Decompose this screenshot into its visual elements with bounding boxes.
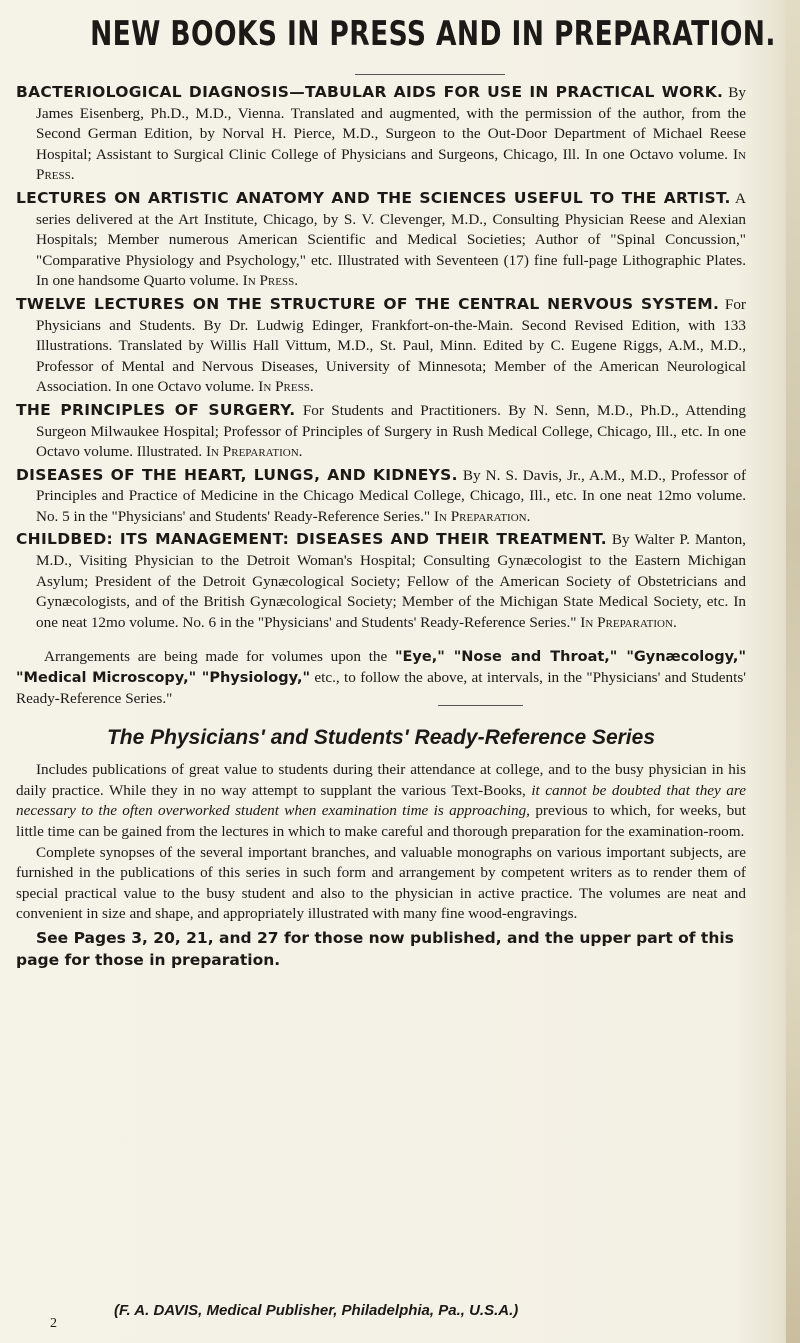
planned-volumes: "Eye," "Nose and Throat," "Gynæcology," "Medical Microscopy," "Physiology," [16, 649, 746, 687]
book-status: In Press. [242, 272, 299, 290]
page-footer [50, 1302, 750, 1336]
book-description: By Walter P. Manton, M.D., Visiting Physician to the Detroit Woman's Hospital; Consulting Gynæcologist to the Eastern Michigan Asylum; President of the Detroit Gynæcological Society; Fellow of the American Society of Obstetricians and Gynæcologists, and of the British Gynæcological Society; Member of the Michigan State Medical Society, etc. In one neat 12mo volume. No. 6 in the "Physicians' and Students' Ready-Reference Series." [36, 531, 746, 631]
heading-rule [355, 74, 505, 75]
book-entry [16, 82, 746, 186]
book-description: For Students and Practitioners. By N. Senn, M.D., Ph.D., Attending Surgeon Milwaukee Hospital; Professor of Principles of Surgery in Rush Medical College, Chicago, Ill., etc. In one Octavo volume. Illustrated. [36, 401, 746, 461]
book-entry [16, 294, 746, 398]
series-p1-text-b: previous to which, for weeks, but little time can be gained from the lectures in which to make careful and thorough preparation for the examination-room. [16, 802, 746, 840]
book-status: In Press. [36, 145, 746, 184]
series-paragraph-2: Complete synopses of the several important branches, and valuable monographs on various important subjects, are furnished in the publications of this series in such form and arrangement by competent writers as to render them of special practical value to the busy student and also to the physician in active practice. The volumes are neat and convenient in size and shape, and appropriately illustrated with many fine wood-engravings. [16, 843, 746, 923]
book-status: In Preparation. [205, 443, 303, 461]
series-p1-text-a: Includes publications of great value to students during their attendance at college, and to the busy physician in his daily practice. While they in no way attempt to supplant the various Text-Books, [16, 761, 746, 799]
book-title: THE PRINCIPLES OF SURGERY. [16, 400, 296, 419]
arrangements-lead: Arrangements are being made for volumes upon the [44, 648, 395, 666]
book-entry [16, 465, 746, 528]
book-description: A series delivered at the Art Institute, Chicago, by S. V. Clevenger, M.D., Consulting Physician Reese and Alexian Hospitals; Member numerous American Scientific and Medical Societies; Author of "Spinal Concussion," "Comparative Physiology and Psychology," etc. Illustrated with Seventeen (17) fine full-page Lithographic Plates. In one handsome Quarto volume. [36, 189, 746, 290]
book-description: By N. S. Davis, Jr., A.M., M.D., Professor of Principles and Practice of Medicine in the Chicago Medical College, Chicago, Ill., etc. In one neat 12mo volume. No. 5 in the "Physicians' and Students' Ready-Reference Series." [36, 466, 747, 525]
page-number: 2 [50, 1316, 57, 1331]
book-title: LECTURES ON ARTISTIC ANATOMY AND THE SCIENCES USEFUL TO THE ARTIST. [16, 188, 731, 207]
publisher-imprint: (F. A. DAVIS, Medical Publisher, Philadelphia, Pa., U.S.A.) [114, 1302, 519, 1319]
book-title: DISEASES OF THE HEART, LUNGS, AND KIDNEYS. [16, 465, 458, 484]
book-list [16, 82, 746, 971]
page-heading: NEW BOOKS IN PRESS AND IN PREPARATION. [90, 14, 776, 54]
series-paragraph-1 [16, 760, 746, 842]
book-status: In Preparation. [433, 507, 531, 525]
book-entry [16, 400, 746, 463]
book-status: In Preparation. [580, 613, 677, 631]
arrangements-tail: etc., to follow the above, at intervals, in the "Physicians' and Students' Ready-Reference Series." [16, 669, 747, 707]
book-entry [16, 529, 746, 633]
book-description: For Physicians and Students. By Dr. Ludwig Edinger, Frankfort-on-the-Main. Second Revised Edition, with 133 Illustrations. Translated by Willis Hall Vittum, M.D., St. Paul, Minn. Edited by C. Eugene Riggs, A.M., M.D., Professor of Mental and Nervous Diseases, University of Minnesota; Member of the American Neurological Association. In one Octavo volume. [36, 295, 746, 396]
book-title: CHILDBED: ITS MANAGEMENT: DISEASES AND THEIR TREATMENT. [16, 530, 607, 549]
arrangements-paragraph [16, 647, 746, 709]
book-description: By James Eisenberg, Ph.D., M.D., Vienna. Translated and augmented, with the permission of the author, from the Second German Edition, by Norval H. Pierce, M.D., Surgeon to the Out-Door Department of Michael Reese Hospital; Assistant to Surgical Clinic College of Physicians and Surgeons, Chicago, Ill. In one Octavo volume. [36, 84, 746, 163]
book-entry [16, 188, 746, 292]
page-edge [786, 0, 800, 1343]
series-title: The Physicians' and Students' Ready-Reference Series [106, 726, 656, 750]
book-title: BACTERIOLOGICAL DIAGNOSIS—TABULAR AIDS FOR USE IN PRACTICAL WORK. [16, 83, 724, 101]
series-p1-emphasis: it cannot be doubted that they are necessary to the often overworked student when examination time is approaching, [16, 781, 746, 820]
book-status: In Press. [258, 378, 314, 396]
section-rule [438, 705, 523, 706]
book-title: TWELVE LECTURES ON THE STRUCTURE OF THE CENTRAL NERVOUS SYSTEM. [16, 294, 720, 313]
see-pages-note: See Pages 3, 20, 21, and 27 for those now published, and the upper part of this page for those in preparation. [16, 928, 734, 969]
